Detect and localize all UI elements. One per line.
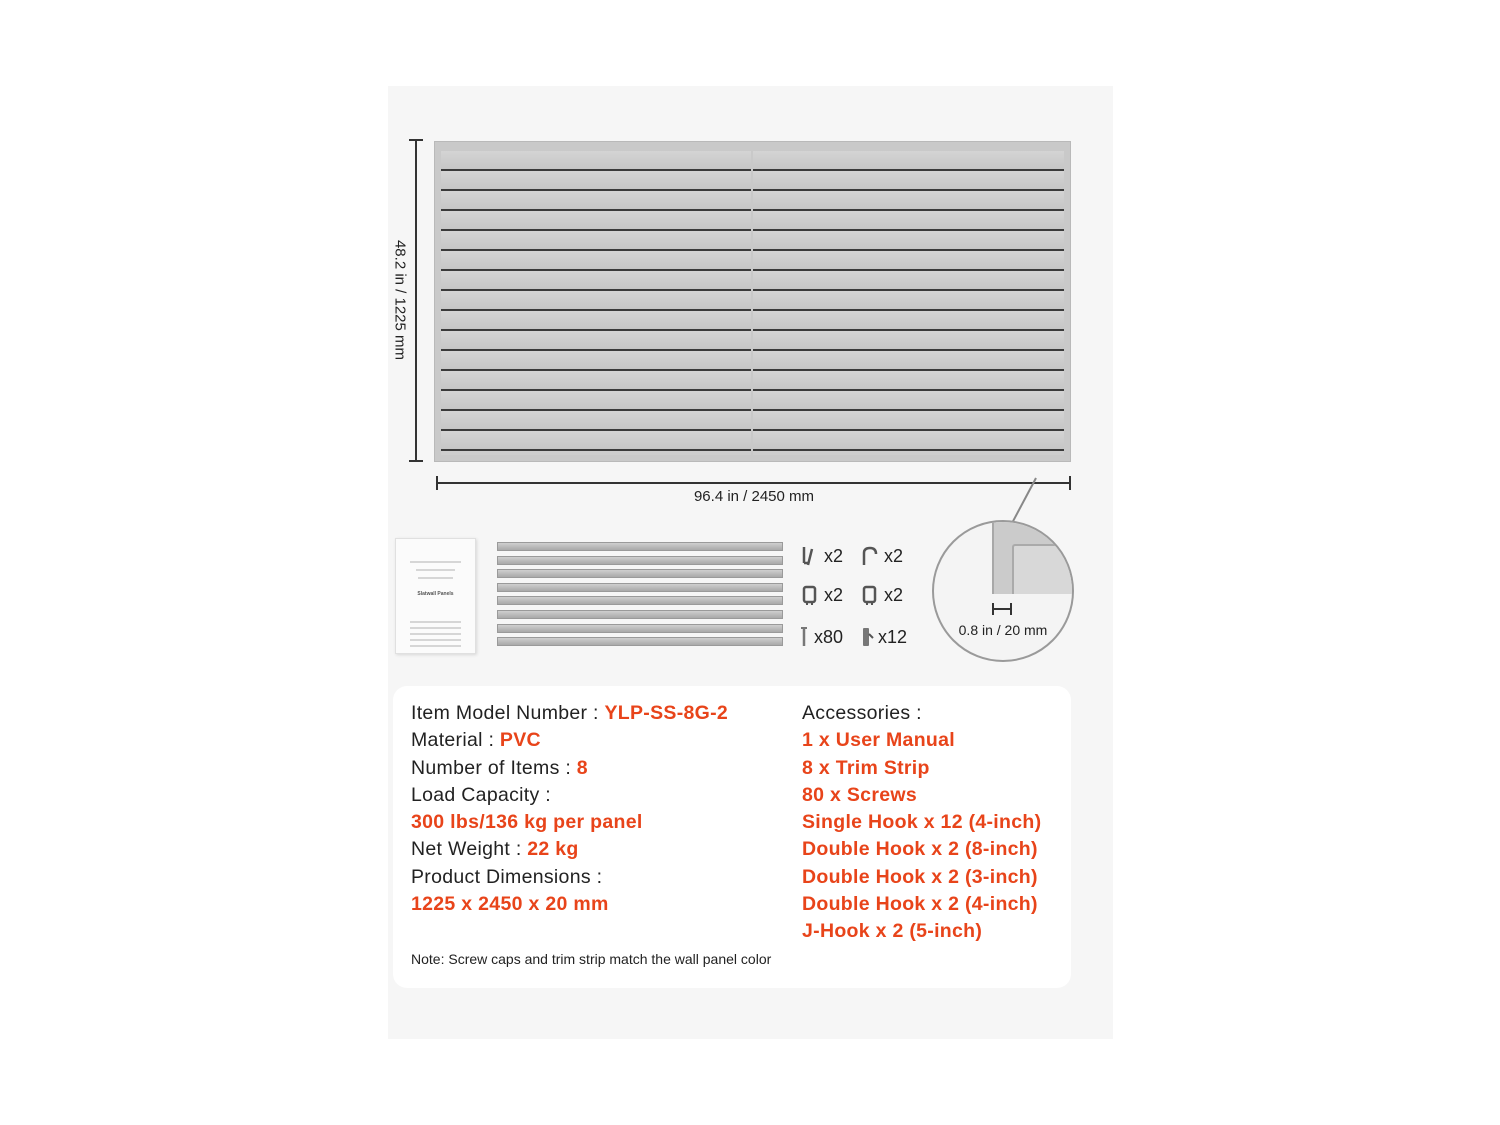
- slatwall-panel-image: [434, 141, 1071, 462]
- accessory-item: 80 x Screws: [802, 783, 917, 806]
- panel-slat: [441, 391, 751, 411]
- panel-slat: [441, 291, 751, 311]
- spec-material: [411, 727, 728, 754]
- spec-label: Number of Items :: [411, 756, 577, 779]
- accessory-item: Double Hook x 2 (8-inch): [802, 838, 1038, 861]
- accessory-count: x2: [824, 584, 844, 605]
- accessory-item: Single Hook x 12 (4-inch): [802, 811, 1042, 834]
- trim-strip: [497, 583, 783, 592]
- j-hook-icon: [860, 545, 880, 567]
- panel-right-half: [753, 151, 1064, 455]
- spec-load: [411, 782, 728, 809]
- spec-value: 1225 x 2450 x 20 mm: [411, 893, 609, 916]
- panel-slat: [441, 371, 751, 391]
- panel-slat: [441, 171, 751, 191]
- panel-slat: [753, 371, 1064, 391]
- panel-slat: [441, 271, 751, 291]
- accessory-count: x2: [824, 545, 844, 566]
- panel-slat: [441, 211, 751, 231]
- width-dimension-label: 96.4 in / 2450 mm: [693, 488, 815, 505]
- panel-slat: [753, 271, 1064, 291]
- trim-strip: [497, 624, 783, 633]
- panel-slat: [441, 351, 751, 371]
- panel-slat: [753, 331, 1064, 351]
- accessory-screws: [798, 626, 843, 648]
- manual-text-line: [410, 639, 461, 641]
- color-note: Note: Screw caps and trim strip match the wall panel color: [411, 951, 772, 967]
- width-dimension-line: [436, 482, 1071, 484]
- manual-text-line: [410, 633, 461, 635]
- trim-strip: [497, 556, 783, 565]
- panel-slat: [753, 351, 1064, 371]
- panel-left-half: [441, 151, 751, 455]
- user-manual-image: [395, 538, 476, 654]
- spec-weight: [411, 836, 728, 863]
- spec-value: PVC: [499, 729, 541, 752]
- accessory-double-hook-4in: [860, 584, 903, 606]
- panel-slat: [753, 171, 1064, 191]
- specifications-box: [393, 686, 1071, 988]
- panel-slat: [441, 151, 751, 171]
- panel-slat: [753, 191, 1064, 211]
- accessory-count: x12: [878, 626, 908, 647]
- panel-slat: [753, 231, 1064, 251]
- panel-slat: [753, 411, 1064, 431]
- depth-dimension-line: [992, 608, 1012, 610]
- panel-slat: [753, 151, 1064, 171]
- panel-slat: [753, 251, 1064, 271]
- panel-slat: [441, 191, 751, 211]
- manual-text-line: [418, 577, 453, 579]
- trim-strip: [497, 637, 783, 646]
- panel-slat: [753, 391, 1064, 411]
- spec-load-value: [411, 809, 728, 836]
- accessory-count: x2: [884, 545, 904, 566]
- spec-value: YLP-SS-8G-2: [604, 702, 729, 724]
- manual-text-line: [410, 561, 461, 563]
- manual-title: Slatwall Panels: [417, 591, 454, 597]
- accessories-heading: Accessories :: [802, 702, 922, 724]
- accessory-item: 8 x Trim Strip: [802, 756, 930, 779]
- manual-text-line: [416, 569, 455, 571]
- accessory-item: 1 x User Manual: [802, 729, 955, 752]
- panel-slat: [753, 211, 1064, 231]
- manual-text-line: [410, 645, 461, 647]
- manual-text-line: [410, 627, 461, 629]
- screw-icon: [798, 626, 810, 648]
- spec-label: Material :: [411, 729, 500, 752]
- accessory-item: Double Hook x 2 (4-inch): [802, 893, 1038, 916]
- trim-strips-image: [497, 540, 785, 654]
- spec-dimensions: [411, 864, 728, 891]
- spec-value: 8: [576, 756, 588, 779]
- depth-dimension-label: 0.8 in / 20 mm: [958, 622, 1048, 638]
- panel-slat: [441, 331, 751, 351]
- panel-slat: [441, 431, 751, 451]
- accessory-double-hook-3in: [800, 584, 843, 606]
- accessory-double-hook-8in: [800, 545, 843, 567]
- spec-label: Load Capacity :: [411, 783, 552, 806]
- panel-slat: [441, 251, 751, 271]
- trim-strip: [497, 569, 783, 578]
- depth-detail-circle: [932, 520, 1074, 662]
- spec-label: Item Model Number :: [411, 702, 605, 724]
- panel-slat: [753, 311, 1064, 331]
- manual-text-line: [410, 621, 461, 623]
- height-dimension-label: 48.2 in / 1225 mm: [391, 239, 409, 361]
- trim-strip: [497, 596, 783, 605]
- single-hook-icon: [860, 626, 874, 648]
- trim-strip: [497, 610, 783, 619]
- spec-model: [411, 700, 728, 727]
- spec-label: Product Dimensions :: [411, 865, 603, 888]
- spec-value: 300 lbs/136 kg per panel: [411, 811, 643, 834]
- trim-strip: [497, 542, 783, 551]
- panel-slat: [441, 411, 751, 431]
- panel-slat: [753, 431, 1064, 451]
- panel-slat: [753, 291, 1064, 311]
- height-dimension-line: [415, 139, 417, 462]
- accessory-item: Double Hook x 2 (3-inch): [802, 865, 1038, 888]
- accessory-count: x2: [884, 584, 904, 605]
- spec-value: 22 kg: [527, 838, 579, 861]
- accessory-j-hook: [860, 545, 903, 567]
- spec-label: Net Weight :: [411, 838, 528, 861]
- accessory-item: J-Hook x 2 (5-inch): [802, 920, 983, 943]
- specs-left-column: [411, 700, 728, 918]
- panel-slat: [441, 231, 751, 251]
- double-hook-icon: [860, 584, 880, 606]
- panel-edge-lip: [1012, 544, 1072, 594]
- panel-slat: [441, 311, 751, 331]
- accessory-count: x80: [814, 626, 844, 647]
- hook-icon: [800, 545, 820, 567]
- accessory-single-hook: [860, 626, 907, 648]
- double-hook-icon: [800, 584, 820, 606]
- specs-right-column: [802, 700, 1041, 946]
- spec-dimensions-value: [411, 891, 728, 918]
- spec-items: [411, 755, 728, 782]
